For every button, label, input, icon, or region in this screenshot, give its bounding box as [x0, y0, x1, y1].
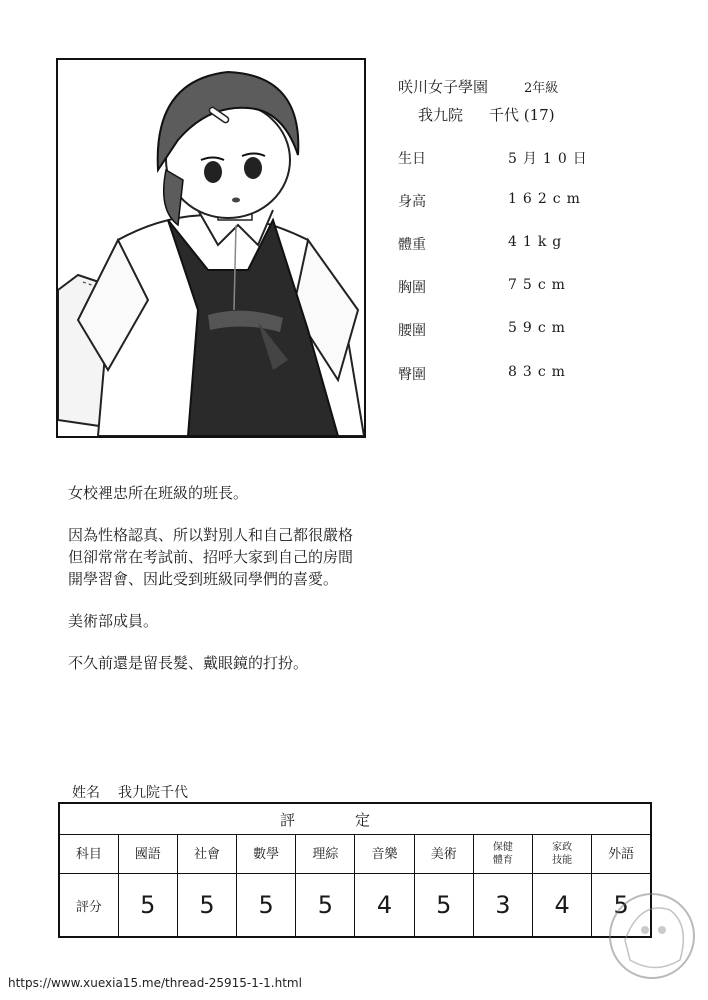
profile-label: 腰圍 [398, 323, 426, 339]
sketch-stamp-icon [600, 880, 704, 990]
profile-row-height [398, 191, 586, 211]
watermark-url: https://www.xuexia15.me/thread-25915-1-1.html [8, 976, 302, 990]
name-field-value: 我九院千代 [118, 785, 188, 801]
score-cell: 4 [355, 874, 414, 938]
name-field-label: 姓名 [72, 785, 100, 801]
subject-row [59, 835, 651, 874]
profile-value: 162cm [508, 191, 586, 207]
score-cell: 5 [177, 874, 236, 938]
school-name: 咲川女子學園 [398, 78, 489, 96]
character-bio [68, 482, 353, 694]
subject-cell: 美術 [414, 835, 473, 874]
school-grade-line [398, 76, 558, 97]
bio-paragraph: 女校裡忠所在班級的班長。 [68, 484, 249, 502]
score-cell: 3 [473, 874, 532, 938]
character-portrait [56, 58, 366, 438]
profile-value: 75cm [508, 277, 571, 293]
character-name [418, 104, 555, 125]
subject-cell: 保健 體育 [473, 835, 532, 874]
score-cell: 4 [533, 874, 592, 938]
grade-table [58, 802, 652, 938]
bio-paragraph: 不久前還是留長髮、戴眼鏡的打扮。 [68, 654, 309, 672]
profile-value: 5月10日 [508, 151, 593, 167]
profile-row-bust [398, 277, 571, 297]
subject-cell: 社會 [177, 835, 236, 874]
grade-label: 2年級 [524, 81, 559, 96]
profile-value: 41kg [508, 234, 568, 250]
profile-row-hips [398, 364, 571, 384]
given-name-age: 千代 (17) [489, 106, 555, 124]
score-cell: 5 [296, 874, 355, 938]
subject-cell: 數學 [237, 835, 296, 874]
profile-row-weight [398, 234, 568, 254]
profile-label: 生日 [398, 151, 426, 167]
profile-label: 體重 [398, 237, 426, 253]
score-cell: 5 [414, 874, 473, 938]
subject-cell: 理綜 [296, 835, 355, 874]
subject-cell: 外語 [592, 835, 651, 874]
profile-value: 83cm [508, 364, 571, 380]
grade-table-title-row [59, 803, 651, 835]
profile-label: 身高 [398, 194, 426, 210]
profile-label: 臀圍 [398, 367, 426, 383]
subject-cell: 音樂 [355, 835, 414, 874]
profile-value: 59cm [508, 320, 571, 336]
grade-table-title: 評定 [59, 803, 651, 835]
score-cell: 5 [237, 874, 296, 938]
subject-cell: 家政 技能 [533, 835, 592, 874]
surname: 我九院 [418, 106, 464, 124]
score-header: 評分 [59, 874, 118, 938]
subject-cell: 國語 [118, 835, 177, 874]
report-name-line [72, 782, 188, 802]
profile-row-birthday [398, 148, 593, 168]
subject-header: 科目 [59, 835, 118, 874]
score-cell: 5 [118, 874, 177, 938]
score-cell: 5 [592, 874, 651, 938]
profile-label: 胸圍 [398, 280, 426, 296]
bio-paragraph: 美術部成員。 [68, 612, 159, 630]
profile-row-waist [398, 320, 571, 340]
bio-paragraph: 因為性格認真、所以對別人和自己都很嚴格 但卻常常在考試前、招呼大家到自己的房間 開學習會、因此受到班級同學們的喜愛。 [68, 526, 354, 588]
score-row [59, 874, 651, 938]
